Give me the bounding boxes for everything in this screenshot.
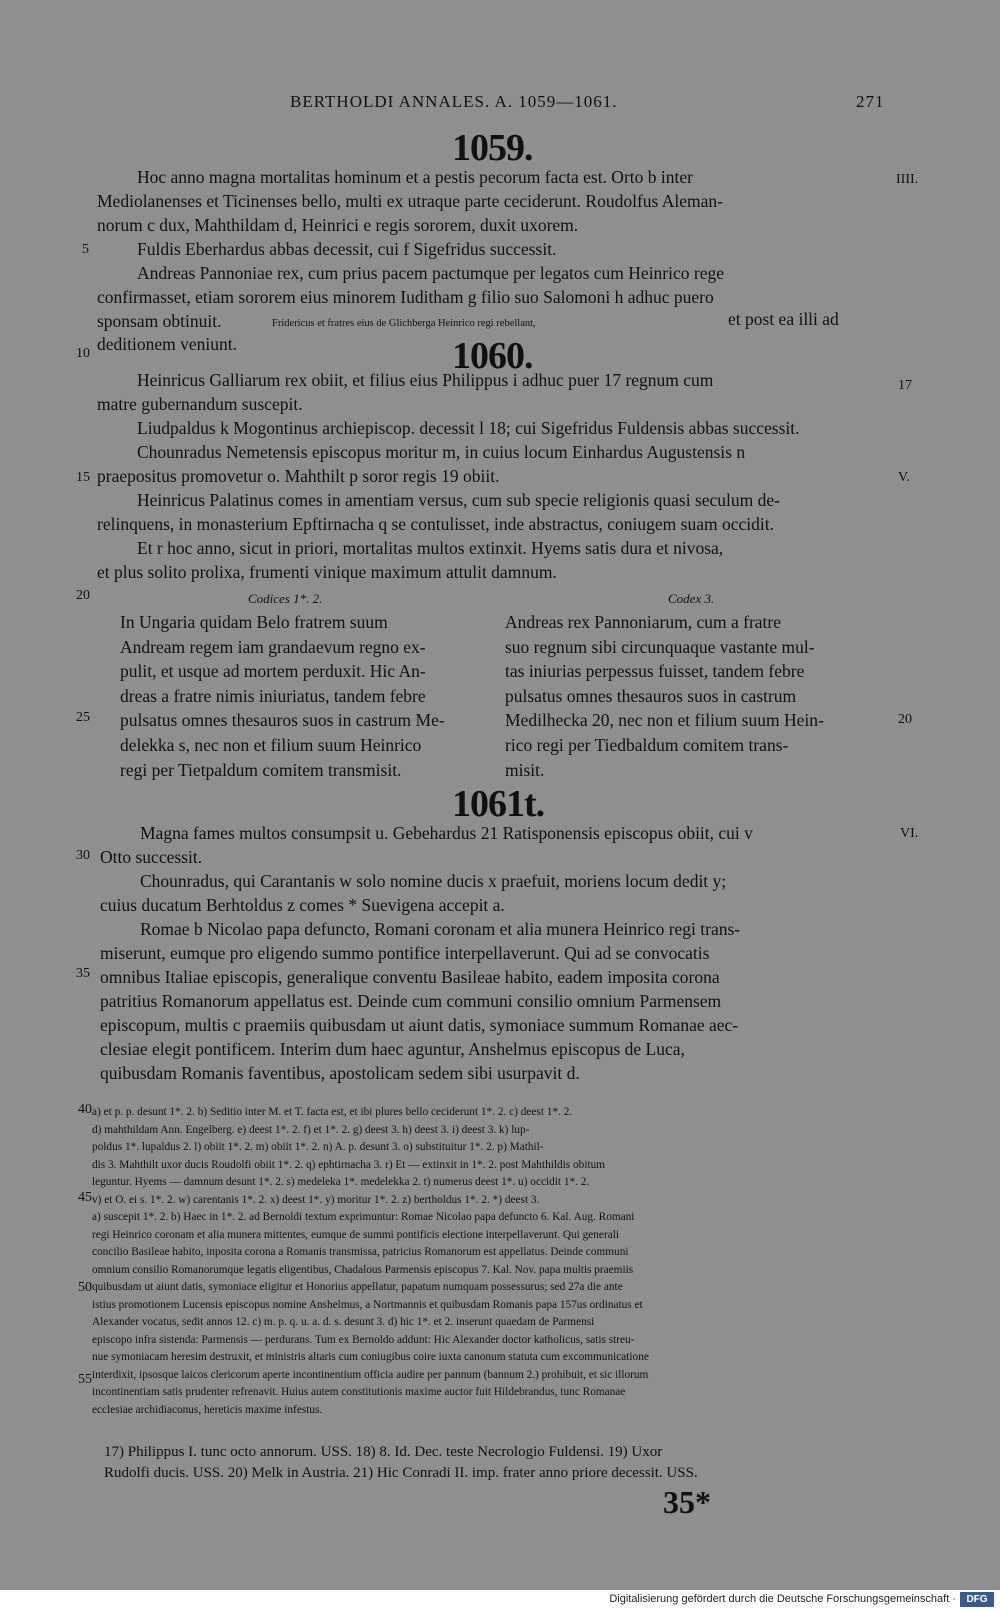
text-line: relinquens, in monasterium Epftirnacha q se contulisset, inde abstractus, coniugem suam occidit. [97,514,774,534]
text-line: et post ea illi ad [728,309,839,329]
footnote-line: leguntur. Hyems — damnum desunt 1*. 2. s) medeleka 1*. medelekka 2. t) numerus deest 1*. u) occidit 1*. 2. [92,1176,590,1188]
text-line: episcopum, multis c praemiis quibusdam ut aiunt datis, symoniace summum Romanae aec- [100,1015,739,1035]
text-line: sponsam obtinuit. [97,311,222,331]
column-line: suo regnum sibi circunquaque vastante mul- [505,636,815,657]
editor-note-line: Rudolfi ducis. USS. 20) Melk in Austria. 21) Hic Conradi II. imp. frater anno priore decessit. USS. [104,1465,698,1481]
line-number: 20 [76,588,90,603]
column-line: Andreas rex Pannoniarum, cum a fratre [505,612,782,632]
margin-reference: V. [898,470,910,485]
text-line: praepositus promovetur o. Mahthilt p soror regis 19 obiit. [97,466,500,486]
line-number: 25 [76,710,90,725]
margin-reference: IIII. [896,172,919,187]
text-line: Chounradus, qui Carantanis w solo nomine ducis x praefuit, moriens locum dedit y; [140,871,727,891]
footnote-line: concilio Basileae habito, inposita corona a Romanis transmissa, patricius Romanorum est appellatus. Deinde communi [92,1246,629,1258]
line-number: 45 [78,1190,92,1205]
line-number: 35 [76,966,90,981]
column-line: dreas a fratre nimis iniuriatus, tandem febre [120,685,426,706]
text-line: Hoc anno magna mortalitas hominum et a pestis pecorum facta est. Orto b inter [137,167,693,187]
footnote-line: regi Heinrico coronam et alia munera mittentes, eumque de summi pontificis electione interpellaverunt. Qui generali [92,1228,620,1241]
text-line: Liudpaldus k Mogontinus archiepiscop. decessit l 18; cui Sigefridus Fuldensis abbas successit. [137,418,800,438]
column-line: In Ungaria quidam Belo fratrem suum [120,612,388,632]
column-line: rico regi per Tiedbaldum comitem trans- [505,734,789,755]
text-line: Mediolanenses et Ticinenses bello, multi ex utraque parte ceciderunt. Roudolfus Aleman- [97,191,723,211]
column-line: regi per Tietpaldum comitem transmisit. [120,759,402,780]
year-heading-1061: 1061t. [452,783,545,825]
page-number: 271 [856,92,885,111]
signature-mark: 35* [663,1484,711,1520]
text-line: miserunt, eumque pro eligendo summo pontifice interpellaverunt. Qui ad se convocatis [100,943,710,963]
codices-left-column [120,610,445,782]
footnote-line: poldus 1*. lupaldus 2. l) obiit 1*. 2. m) obiit 1*. 2. n) A. p. desunt 3. o) substituitur 1*. 2. p) Mathil- [92,1141,544,1153]
funding-credit: Digitalisierung gefördert durch die Deutsche Forschungsgemeinschaft · [609,1593,956,1605]
text-line: patritius Romanorum appellatus est. Deinde cum communi consilio omnium Parmensem [100,991,722,1011]
footnote-line: a) suscepit 1*. 2. b) Haec in 1*. 2. ad Bernoldi textum exprimuntur: Romae Nicolao papa defuncto 6. Kal. Aug. Romani [92,1211,635,1223]
column-line: Medilhecka 20, nec non et filium suum Hein- [505,710,824,731]
line-number: 10 [76,346,90,361]
running-header [0,92,1000,116]
codex-right-heading: Codex 3. [668,591,715,606]
footnote-line: istius promotionem Lucensis episcopus nomine Anshelmus, a Nortmannis et quibusdam Romanis papa 157us ordinatus et [92,1298,643,1311]
footnote-line: Alexander vocatus, sedit annos 12. c) m. p. q. u. a. d. s. desunt 3. d) hic 1*. et 2. inserunt quaedam de Parmensi [92,1316,595,1328]
text-line: Andreas Pannoniae rex, cum prius pacem pactumque per legatos cum Heinrico rege [137,263,725,283]
header-title: BERTHOLDI ANNALES. A. 1059—1061. [290,92,618,111]
text-line: quibusdam Romanis faventibus, apostolicam sedem sibi usurpavit d. [100,1063,580,1083]
footnote-line: omnium consilio Romanorumque legatis eligentibus, Chadalous Parmensis episcopus 7. Kal. Nov. papa multis praemiis [92,1263,634,1276]
line-number: 30 [76,848,90,863]
footnote-line: dis 3. Mahthilt uxor ducis Roudolfi obiit 1*. 2. q) ephtirnacha 3. r) Et — extinxit in 1*. 2. post Mahthildis obitum [92,1158,606,1171]
line-number: 50 [78,1280,92,1295]
text-line: cuius ducatum Berhtoldus z comes * Suevigena accepit a. [100,895,505,915]
year-heading-1060: 1060. [452,335,533,377]
footnote-line: a) et p. p. desunt 1*. 2. b) Seditio inter M. et T. facta est, et ibi plures bello ceciderunt 1*. 2. c) deest 1*. 2. [92,1106,573,1118]
year-heading-1059: 1059. [452,127,533,169]
footnote-line: nue symoniacam heresim destruxit, et ministris altaris cum coniugibus coire iuxta canonum statuta cum excommunicatione [92,1351,649,1363]
dfg-logo: DFG [960,1592,994,1607]
footnote-line: v) et O. ei s. 1*. 2. w) carentanis 1*. 2. x) deest 1*. y) moritur 1*. 2. z) bertholdus 1*. 2. *) deest 3. [92,1193,540,1206]
text-line: omnibus Italiae episcopis, generalique conventu Basileae habito, eadem imposita corona [100,967,720,987]
editor-note-line: 17) Philippus I. tunc octo annorum. USS. 18) 8. Id. Dec. teste Necrologio Fuldensi. 19) Uxor [104,1444,663,1460]
inline-small-text: Fridericus et fratres eius de Glichberga Heinrico regi rebellant, [272,318,536,329]
editor-notes [104,1442,698,1484]
text-line: Fuldis Eberhardus abbas decessit, cui f Sigefridus successit. [137,239,557,259]
text-line: Heinricus Palatinus comes in amentiam versus, cum sub specie religionis quasi seculum de- [137,490,780,510]
text-line: Magna fames multos consumpsit u. Gebehardus 21 Ratisponensis episcopus obiit, cui v [140,823,753,843]
column-line: pulit, et usque ad mortem perduxit. Hic An- [120,661,426,682]
text-line: clesiae elegit pontificem. Interim dum haec aguntur, Anshelmus episcopus de Luca, [100,1039,685,1059]
text-line: confirmasset, etiam sororem eius minorem Iuditham g filio suo Salomoni h adhuc puero [97,287,714,307]
footnote-line: interdixit, ipsosque laicos clericorum aperte incontinentium officia audire per pannum (bannum 2.) prohibuit, et sic illorum [92,1368,649,1381]
line-number: 15 [76,470,90,485]
text-line: Et r hoc anno, sicut in priori, mortalitas multos extinxit. Hyems satis dura et nivosa, [137,538,724,558]
text-line: norum c dux, Mahthildam d, Heinrici e regis sororem, duxit uxorem. [97,215,579,235]
footnote-line: episcopo infra sistenda: Parmensis — perdurans. Tum ex Bernoldo addunt: Hic Alexander doctor katholicus, satis streu- [92,1333,635,1346]
line-number: 5 [82,242,89,257]
footnote-line: d) mahthildam Ann. Engelberg. e) deest 1*. 2. f) et 1*. 2. g) deest 3. h) deest 3. i) deest 3. k) lup- [92,1123,530,1136]
footnote-line: incontinentiam satis prudenter refrenavit. Huius autem constitutionis maxime auctor fuit Hildebrandus, tunc Romanae [92,1386,626,1398]
text-line: Chounradus Nemetensis episcopus moritur m, in cuius locum Einhardus Augustensis n [137,442,746,462]
text-line: Romae b Nicolao papa defuncto, Romani coronam et alia munera Heinrico regi trans- [140,919,741,939]
text-line: deditionem veniunt. [97,334,237,354]
text-line: et plus solito prolixa, frumenti vinique maximum attulit damnum. [97,562,557,582]
margin-reference: VI. [900,826,919,841]
column-line: tas iniurias perpessus fuisset, tandem febre [505,661,805,682]
digitization-footer [0,1590,1000,1610]
column-line: misit. [505,759,545,780]
text-line: Otto successit. [100,847,203,867]
footnote-line: quibusdam ut aiunt datis, symoniace eligitur et Honorius appellatur, papatum numquam possessurus; sed 27a die ante [92,1281,623,1293]
column-line: delekka s, nec non et filium suum Heinrico [120,734,422,755]
codex-right-column [505,610,824,782]
footnote-line: ecclesiae archidiaconus, hereticis maxime infestus. [92,1403,323,1416]
column-line: pulsatus omnes thesauros suos in castrum Me- [120,710,445,731]
margin-reference: 20 [898,712,912,727]
column-line: pulsatus omnes thesauros suos in castrum [505,685,797,706]
text-line: Heinricus Galliarum rex obiit, et filius eius Philippus i adhuc puer 17 regnum cum [137,370,714,390]
line-number: 55 [78,1372,92,1387]
codices-left-heading: Codices 1*. 2. [248,591,323,606]
margin-reference: 17 [898,378,912,393]
text-line: matre gubernandum suscepit. [97,394,303,414]
column-line: Andream regem iam grandaevum regno ex- [120,636,426,657]
footnote-block [92,1104,649,1419]
line-number: 40 [78,1102,92,1117]
